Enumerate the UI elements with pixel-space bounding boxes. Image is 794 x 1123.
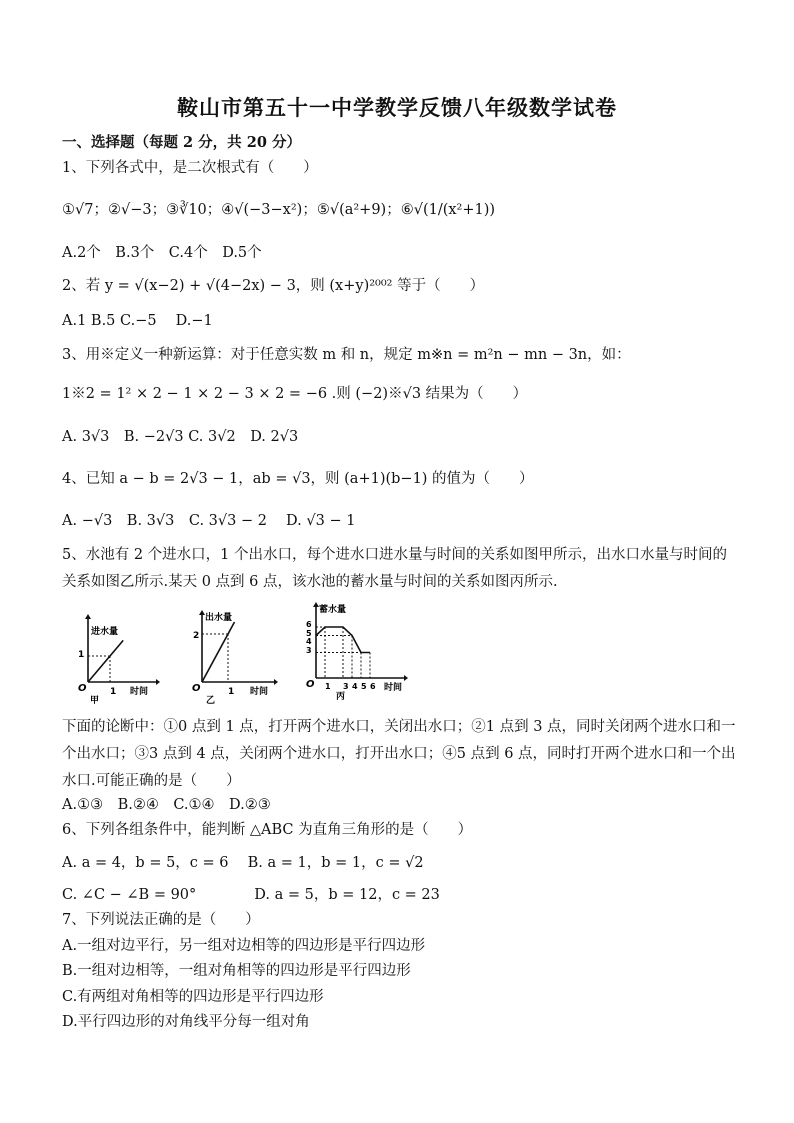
q4-options: A. −√3 B. 3√3 C. 3√3 − 2 D. √3 − 1 xyxy=(62,513,356,529)
x-axis-label: 时间 xyxy=(384,683,403,693)
q6-options-ab: A. a = 4，b = 5，c = 6 B. a = 1，b = 1，c = √2 xyxy=(62,855,424,871)
y-tick: 2 xyxy=(193,631,200,641)
chart-caption: 丙 xyxy=(336,692,346,702)
q5-options: A.①③ B.②④ C.①④ D.②③ xyxy=(62,797,271,813)
q5-stem: 5、水池有 2 个进水口，1 个出水口，每个进水口进水量与时间的关系如图甲所示，出水口水量与时间的关系如图乙所示.某天 0 点到 6 点，该水池的蓄水量与时间的关系如图丙所示. xyxy=(62,547,727,590)
origin-label: O xyxy=(192,683,201,694)
chart-storage xyxy=(296,602,412,702)
q5-discussion: 下面的论断中：①0 点到 1 点，打开两个进水口，关闭出水口；②1 点到 3 点，同时关闭两个进水口和一个出水口；③3 点到 4 点，关闭两个进水口，打开出水口；④5 点到 6 点，同时打开两个进水口和一个出水口.可能正确的是（ ） xyxy=(62,719,736,789)
q7-option-b: B.一组对边相等，一组对角相等的四边形是平行四边形 xyxy=(62,963,411,979)
y-axis-label: 出水量 xyxy=(205,613,233,623)
origin-label: O xyxy=(78,683,87,694)
chart-outflow xyxy=(182,608,280,704)
q2-stem: 2、若 y = √(x−2) + √(4−2x) − 3，则 (x+y)²⁰⁰² 等于（ ） xyxy=(62,278,485,294)
q1-expressions: ①√7；②√−3；③∛10；④√(−3−x²)；⑤√(a²+9)；⑥√(1/(x²+1)) xyxy=(62,202,496,218)
x-arrow xyxy=(274,679,278,685)
y-axis-label: 进水量 xyxy=(91,627,119,637)
q2-options: A.1 B.5 C.−5 D.−1 xyxy=(62,313,213,329)
x-tick: 6 xyxy=(370,682,376,691)
q7-option-c: C.有两组对角相等的四边形是平行四边形 xyxy=(62,989,324,1005)
chart-caption: 甲 xyxy=(90,696,100,704)
y-tick: 3 xyxy=(306,646,312,655)
section-heading: 一、选择题（每题 2 分，共 20 分） xyxy=(62,134,301,151)
y-tick: 1 xyxy=(78,650,85,660)
x-axis-label: 时间 xyxy=(130,687,149,697)
x-axis-label: 时间 xyxy=(250,687,269,697)
q1-stem: 1、下列各式中，是二次根式有（ ） xyxy=(62,160,318,176)
q7-option-d: D.平行四边形的对角线平分每一组对角 xyxy=(62,1014,310,1030)
y-arrow xyxy=(85,614,91,619)
x-tick: 3 xyxy=(343,682,349,691)
series-line xyxy=(88,640,123,682)
series-line xyxy=(202,622,235,682)
q3-stem: 3、用※定义一种新运算：对于任意实数 m 和 n，规定 m※n = m²n − mn − 3n，如： xyxy=(62,347,631,363)
q3-options: A. 3√3 B. −2√3 C. 3√2 D. 2√3 xyxy=(62,429,299,445)
q7-stem: 7、下列说法正确的是（ ） xyxy=(62,912,260,928)
exam-title: 鞍山市第五十一中学教学反馈八年级数学试卷 xyxy=(177,95,617,120)
chart-inflow xyxy=(68,612,160,704)
chart-caption: 乙 xyxy=(206,696,216,704)
q3-example: 1※2 = 1² × 2 − 1 × 2 − 3 × 2 = −6 .则 (−2)※√3 结果为（ ） xyxy=(62,386,528,402)
x-arrow xyxy=(156,679,160,685)
y-axis-label: 蓄水量 xyxy=(319,605,347,615)
q7-option-a: A.一组对边平行，另一组对边相等的四边形是平行四边形 xyxy=(62,938,426,954)
x-tick: 1 xyxy=(110,687,117,697)
x-arrow xyxy=(404,675,408,681)
q6-options-cd: C. ∠C − ∠B = 90° D. a = 5，b = 12，c = 23 xyxy=(62,887,440,903)
y-tick: 4 xyxy=(306,637,312,646)
x-tick: 4 xyxy=(352,682,358,691)
x-tick: 1 xyxy=(228,687,235,697)
x-tick: 5 xyxy=(361,682,367,691)
q1-options: A.2个 B.3个 C.4个 D.5个 xyxy=(62,245,262,261)
q6-stem: 6、下列各组条件中，能判断 △ABC 为直角三角形的是（ ） xyxy=(62,822,473,838)
x-tick: 1 xyxy=(325,682,331,691)
y-tick: 5 xyxy=(306,629,312,638)
q4-stem: 4、已知 a − b = 2√3 − 1，ab = √3，则 (a+1)(b−1) 的值为（ ） xyxy=(62,471,534,487)
origin-label: O xyxy=(306,679,315,690)
y-tick: 6 xyxy=(306,620,312,629)
